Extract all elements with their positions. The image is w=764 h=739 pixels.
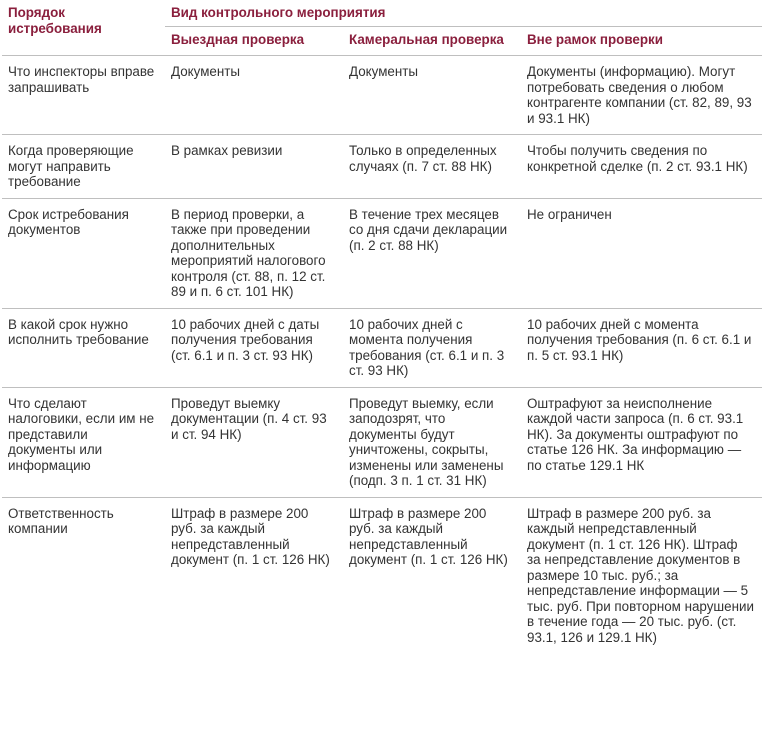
table-cell: В рамках ревизии (165, 135, 343, 199)
row-label: Когда проверяющие могут направить требование (2, 135, 165, 199)
table-cell: Проведут выемку, если заподозрят, что документы будут уничтожены, сокрыты, изменены или заменены (подп. 3 п. 1 ст. 31 НК) (343, 387, 521, 497)
row-label: В какой срок нужно исполнить требование (2, 308, 165, 387)
table-row (2, 308, 762, 387)
header-group: Вид контрольного мероприятия (165, 0, 762, 26)
table-cell: 10 рабочих дней с момента получения требования (ст. 6.1 и п. 3 ст. 93 НК) (343, 308, 521, 387)
header-corner: Порядок истребования (2, 0, 165, 56)
row-label: Что инспекторы вправе запрашивать (2, 56, 165, 135)
row-label: Что сделают налоговики, если им не представили документы или информацию (2, 387, 165, 497)
table-cell: В течение трех месяцев со дня сдачи декларации (п. 2 ст. 88 НК) (343, 198, 521, 308)
table-cell: Штраф в размере 200 руб. за каждый непредставленный документ (п. 1 ст. 126 НК). Штраф за непредставление документов в размере 10 тыс. руб.; за непредставление информации — 5 тыс. руб. При повторном нарушении в течение года — 20 тыс. руб. (ст. 93.1, 126 и 129.1 НК) (527, 505, 754, 645)
header-row-group (2, 0, 762, 26)
table-cell: Не ограничен (521, 198, 762, 308)
table-cell: Чтобы получить сведения по конкретной сделке (п. 2 ст. 93.1 НК) (521, 135, 762, 199)
row-label: Ответственность компании (8, 505, 114, 536)
table-cell: Документы (информацию). Могут потребовать сведения о любом контрагенте компании (ст. 82, 89, 93 и 93.1 НК) (521, 56, 762, 135)
row-label: Срок истребования документов (2, 198, 165, 308)
table-cell: Оштрафуют за неисполнение каждой части запроса (п. 6 ст. 93.1 НК). За документы оштрафуют по статье 126 НК. За информацию — по статье 129.1 НК (521, 387, 762, 497)
header-column: Вне рамок проверки (521, 26, 762, 56)
table-cell: Только в определенных случаях (п. 7 ст. 88 НК) (343, 135, 521, 199)
requirements-table (2, 0, 762, 653)
table-row (2, 56, 762, 135)
table-row (2, 135, 762, 199)
table-cell: Проведут выемку документации (п. 4 ст. 93 и ст. 94 НК) (165, 387, 343, 497)
table-cell: Штраф в размере 200 руб. за каждый непредставленный документ (п. 1 ст. 126 НК) (171, 505, 330, 567)
table-row (2, 387, 762, 497)
header-column: Камеральная проверка (343, 26, 521, 56)
table-cell: Штраф в размере 200 руб. за каждый непредставленный документ (п. 1 ст. 126 НК) (349, 505, 508, 567)
table-cell: 10 рабочих дней с даты получения требования (ст. 6.1 и п. 3 ст. 93 НК) (165, 308, 343, 387)
table-row (2, 497, 762, 653)
header-column: Выездная проверка (165, 26, 343, 56)
table-cell: Документы (165, 56, 343, 135)
table-cell: 10 рабочих дней с момента получения требования (п. 6 ст. 6.1 и п. 5 ст. 93.1 НК) (521, 308, 762, 387)
table-row (2, 198, 762, 308)
table-cell: Документы (343, 56, 521, 135)
table-cell: В период проверки, а также при проведении дополнительных мероприятий налогового контроля (ст. 88, п. 12 ст. 89 и п. 6 ст. 101 НК) (165, 198, 343, 308)
